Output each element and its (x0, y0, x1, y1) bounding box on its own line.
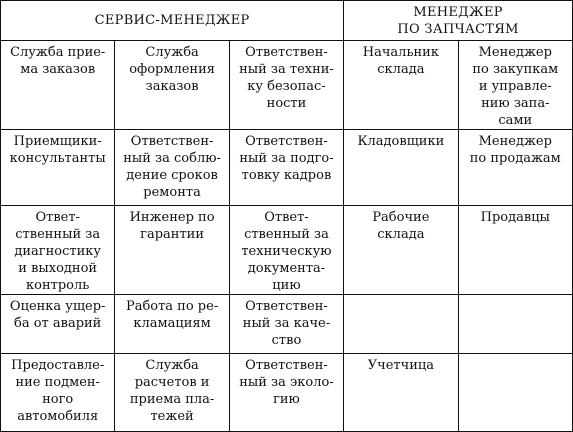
table-cell: Ответствен- ный за соблю- дение сроков ремонта (115, 130, 229, 206)
table-cell (458, 354, 572, 432)
table-cell: Служба прие- ма заказов (1, 41, 115, 130)
table-cell (344, 295, 458, 354)
table-row (1, 41, 573, 130)
table-row (1, 206, 573, 295)
table-cell: Ответствен- ный за техни- ку безопас- ности (229, 41, 343, 130)
table-row (1, 295, 573, 354)
table-cell: Служба расчетов и приема пла- тежей (115, 354, 229, 432)
table-cell: Инженер по гарантии (115, 206, 229, 295)
table-cell: Ответ- ственный за техническую документа- цию (229, 206, 343, 295)
table-cell: Кладовщики (344, 130, 458, 206)
table-cell: Ответствен- ный за эколо- гию (229, 354, 343, 432)
table-cell: Ответствен- ный за каче- ство (229, 295, 343, 354)
table-cell: Ответствен- ный за подго- товку кадров (229, 130, 343, 206)
table-cell: Учетчица (344, 354, 458, 432)
table-row (1, 130, 573, 206)
table-cell: Предоставле- ние подмен- ного автомобиля (1, 354, 115, 432)
header-service-manager: СЕРВИС-МЕНЕДЖЕР (1, 1, 344, 41)
table-cell: Приемщики- консультанты (1, 130, 115, 206)
table-header-row (1, 1, 573, 41)
table-cell: Служба оформления заказов (115, 41, 229, 130)
header-parts-manager: МЕНЕДЖЕР ПО ЗАПЧАСТЯМ (344, 1, 573, 41)
table-cell: Оценка ущер- ба от аварий (1, 295, 115, 354)
table-cell: Работа по ре- кламациям (115, 295, 229, 354)
table-cell: Продавцы (458, 206, 572, 295)
table-cell: Рабочие склада (344, 206, 458, 295)
table-cell: Ответ- ственный за диагностику и выходной контроль (1, 206, 115, 295)
table-cell: Менеджер по закупкам и управле- нию запа- сами (458, 41, 572, 130)
table-row (1, 354, 573, 432)
table-cell (458, 295, 572, 354)
table-cell: Начальник склада (344, 41, 458, 130)
table-cell: Менеджер по продажам (458, 130, 572, 206)
